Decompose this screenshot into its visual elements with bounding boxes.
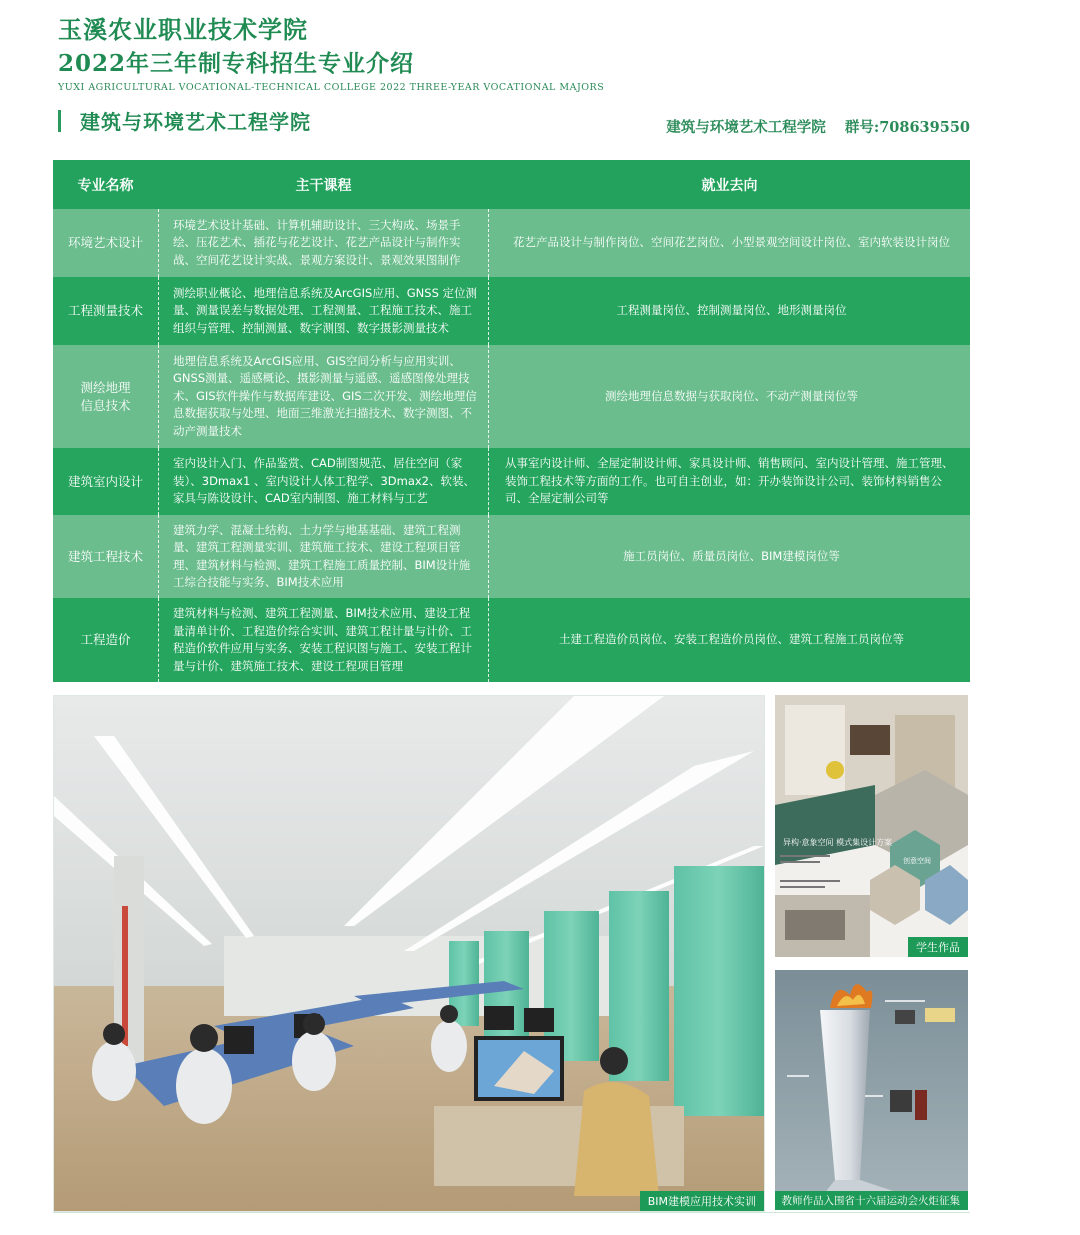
major-courses: 环境艺术设计基础、计算机辅助设计、三大构成、场景手绘、压花艺术、插花与花艺设计、花艺产品设计与制作实战、空间花艺设计实战、景观方案设计、景观效果图制作 <box>158 209 489 277</box>
table-row <box>53 277 970 345</box>
caption-student-work: 学生作品 <box>908 937 968 957</box>
major-courses: 建筑材料与检测、建筑工程测量、BIM技术应用、建设工程量清单计价、工程造价综合实训、建筑工程计量与计价、工程造价软件应用与实务、安装工程识图与施工、安装工程计量与计价、建筑施工技术、建设工程项目管理 <box>158 598 489 682</box>
english-subtitle: YUXI AGRICULTURAL VOCATIONAL-TECHNICAL COLLEGE 2022 THREE-YEAR VOCATIONAL MAJORS <box>58 82 605 93</box>
torch-design-illustration <box>775 970 968 1210</box>
major-name: 建筑室内设计 <box>67 473 143 489</box>
major-name: 建筑工程技术 <box>67 548 143 564</box>
major-courses: 室内设计入门、作品鉴赏、CAD制图规范、居住空间（家装）、3Dmax1 、室内设计人体工程学、3Dmax2、软装、家具与陈设设计、CAD室内制图、施工材料与工艺 <box>158 448 489 515</box>
major-jobs: 工程测量岗位、控制测量岗位、地形测量岗位 <box>616 303 847 318</box>
department-title: 建筑与环境艺术工程学院 <box>80 110 311 134</box>
major-jobs: 施工员岗位、质量员岗位、BIM建模岗位等 <box>623 548 840 563</box>
table-header <box>53 160 970 209</box>
caption-bim-training: BIM建模应用技术实训 <box>640 1191 764 1211</box>
group-department: 建筑与环境艺术工程学院 <box>666 119 826 136</box>
group-info <box>652 116 970 137</box>
majors-table <box>53 160 970 682</box>
major-name: 测绘地理 信息技术 <box>80 380 131 413</box>
major-name: 工程造价 <box>80 632 131 648</box>
table-row <box>53 448 970 515</box>
torch-design-photo <box>775 970 968 1210</box>
major-courses: 建筑力学、混凝土结构、土力学与地基基础、建筑工程测量、建筑工程测量实训、建筑施工技术、建设工程项目管理、建筑材料与检测、建筑工程施工质量控制、BIM设计施工综合技能与实务、BIM技术应用 <box>158 515 489 598</box>
major-jobs: 从事室内设计师、全屋定制设计师、家具设计师、销售顾问、室内设计管理、施工管理、装饰工程技术等方面的工作。也可自主创业，如：开办装饰设计公司、装饰材料销售公司、全屋定制公司等 <box>505 456 954 506</box>
major-jobs: 土建工程造价员岗位、安装工程造价员岗位、建筑工程施工员岗位等 <box>559 632 904 647</box>
caption-teacher-torch: 教师作品入围省十六届运动会火炬征集 <box>775 1191 968 1210</box>
major-courses: 测绘职业概论、地理信息系统及ArcGIS应用、GNSS 定位测量、测量误差与数据处理、工程测量、工程施工技术、施工组织与管理、控制测量、数字测图、数字摄影测量技术 <box>158 277 489 345</box>
bottom-divider <box>53 1212 970 1213</box>
student-work-illustration <box>775 695 968 957</box>
header-major: 专业名称 <box>77 177 134 194</box>
major-jobs: 测绘地理信息数据与获取岗位、不动产测量岗位等 <box>605 388 858 403</box>
table-row <box>53 209 970 277</box>
table-row <box>53 345 970 448</box>
header-courses: 主干课程 <box>295 177 352 194</box>
department-accent-bar <box>58 110 61 132</box>
group-number: 群号:708639550 <box>844 119 970 136</box>
table-row <box>53 515 970 598</box>
hex-label: 创意空间 <box>903 857 931 865</box>
major-name: 环境艺术设计 <box>67 235 143 251</box>
major-jobs: 花艺产品设计与制作岗位、空间花艺岗位、小型景观空间设计岗位、室内软装设计岗位 <box>513 235 950 250</box>
page-title: 2022年三年制专科招生专业介绍 <box>58 50 415 77</box>
classroom-illustration <box>54 696 764 1211</box>
major-courses: 地理信息系统及ArcGIS应用、GIS空间分析与应用实训、GNSS测量、遥感概论、摄影测量与遥感、遥感图像处理技术、GIS软件操作与数据库建设、GIS二次开发、测绘地理信息数据获取与处理、地面三维激光扫描技术、数字测图、不动产测量技术 <box>158 345 489 448</box>
classroom-photo <box>53 695 765 1212</box>
poster-heading: 异构·意象空间 模式集设计方案 <box>783 838 893 847</box>
header-jobs: 就业去向 <box>701 177 758 194</box>
table-row <box>53 598 970 682</box>
college-title: 玉溪农业职业技术学院 <box>58 15 308 44</box>
student-work-photo <box>775 695 968 957</box>
major-name: 工程测量技术 <box>67 303 143 319</box>
